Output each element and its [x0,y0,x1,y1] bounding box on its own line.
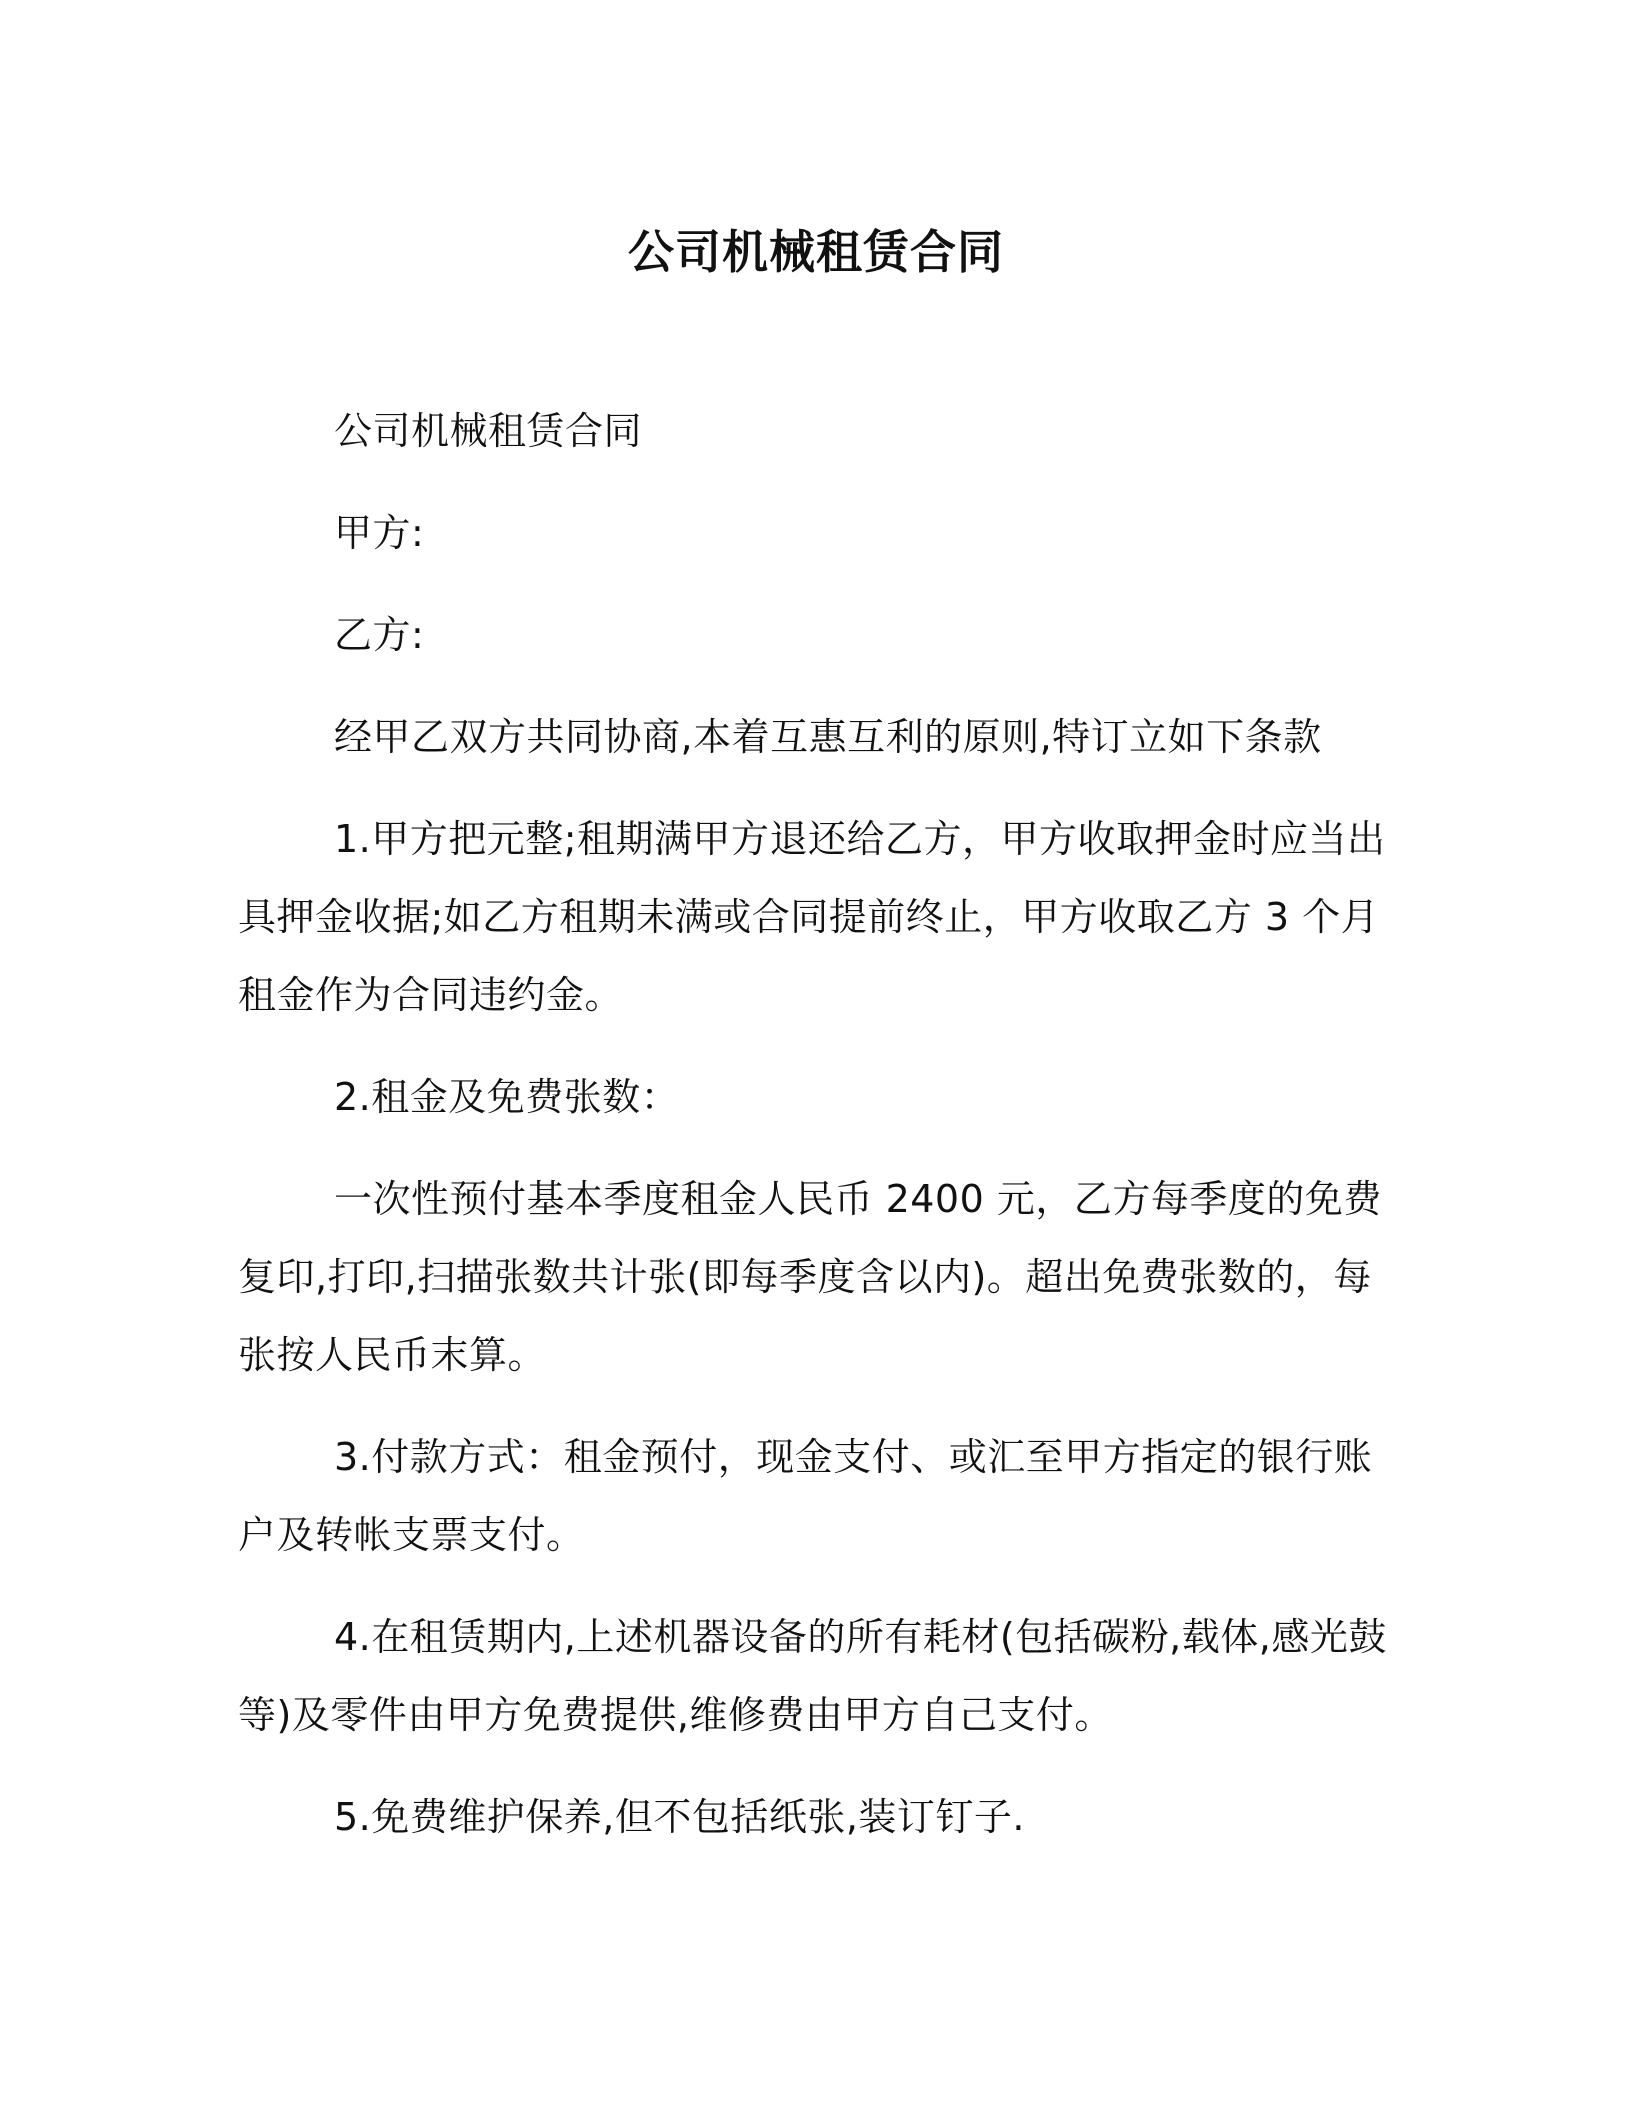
paragraph-clause-4: 4.在租赁期内,上述机器设备的所有耗材(包括碳粉,载体,感光鼓等)及零件由甲方免费提供,维修费由甲方自己支付。 [238,1615,1387,1737]
paragraph-party-a: 甲方: [334,511,425,555]
paragraph-party-b: 乙方: [334,613,425,657]
document-body [238,392,1388,1880]
paragraph-clause-2: 2.租金及免费张数： [334,1075,680,1119]
paragraph-clause-3: 3.付款方式：租金预付，现金支付、或汇至甲方指定的银行账户及转帐支票支付。 [238,1435,1373,1557]
document-title: 公司机械租赁合同 [628,225,1004,279]
paragraph-clause-1: 1.甲方把元整;租期满甲方退还给乙方，甲方收取押金时应当出具押金收据;如乙方租期未满或合同提前终止，甲方收取乙方 3 个月租金作为合同违约金。 [238,817,1386,1017]
paragraph-heading: 公司机械租赁合同 [334,409,643,453]
paragraph-clause-5: 5.免费维护保养,但不包括纸张,装订钉子. [334,1795,1025,1839]
paragraph-preamble: 经甲乙双方共同协商,本着互惠互利的原则,特订立如下条款 [334,715,1322,759]
paragraph-clause-2-detail: 一次性预付基本季度租金人民币 2400 元，乙方每季度的免费复印,打印,扫描张数共计张(即每季度含以内)。超出免费张数的，每张按人民币末算。 [238,1177,1382,1377]
